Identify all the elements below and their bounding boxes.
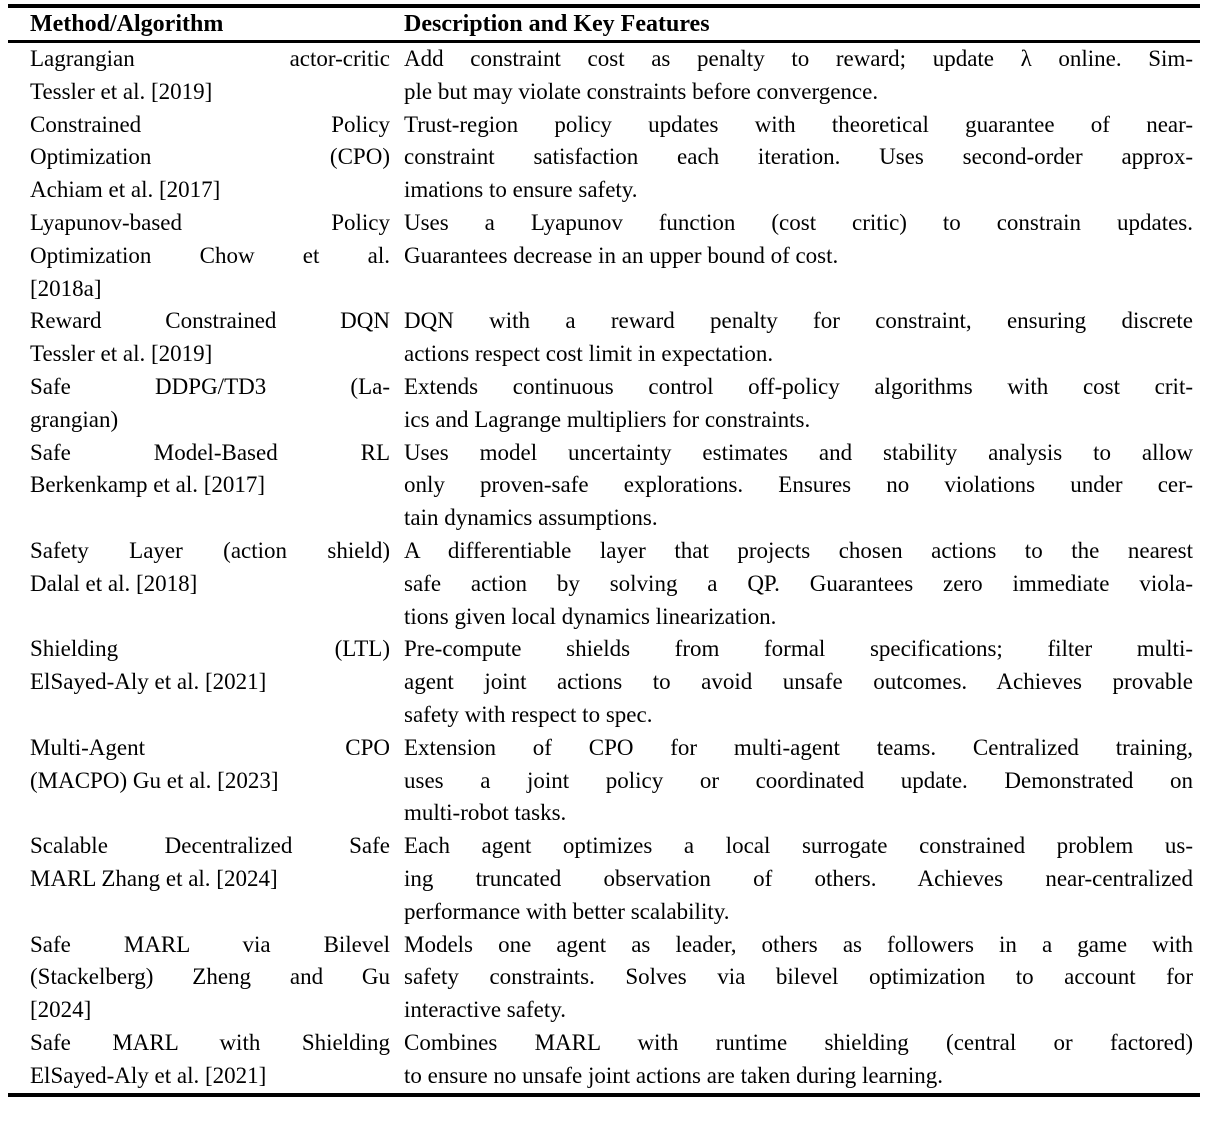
description-cell (404, 633, 1193, 731)
text-line: Optimization (CPO) (30, 144, 390, 170)
text-line: Tessler et al. [2019] (30, 78, 213, 104)
text-line: [2018a] (30, 275, 102, 301)
table-row (8, 109, 1200, 207)
text-line: tain dynamics assumptions. (404, 505, 658, 531)
table-row (8, 1027, 1200, 1093)
text-line: ing truncated observation of others. Achieves near-centralized (404, 865, 1193, 891)
text-line: Combines MARL with runtime shielding (central or factored) (404, 1029, 1193, 1055)
text-line: MARL Zhang et al. [2024] (30, 865, 278, 891)
text-line: Trust-region policy updates with theoretical guarantee of near- (404, 111, 1193, 137)
text-line: Uses model uncertainty estimates and stability analysis to allow (404, 439, 1193, 465)
text-line: Safety Layer (action shield) (30, 537, 390, 563)
method-cell (30, 437, 390, 535)
methods-table (8, 4, 1200, 1097)
table-row (8, 207, 1200, 305)
method-cell (30, 929, 390, 1027)
method-cell (30, 830, 390, 928)
text-line: performance with better scalability. (404, 898, 730, 924)
text-line: safe action by solving a QP. Guarantees zero immediate viola- (404, 570, 1193, 596)
text-line: Each agent optimizes a local surrogate constrained problem us- (404, 833, 1193, 859)
text-line: grangian) (30, 406, 119, 432)
text-line: Lyapunov-based Policy (30, 209, 390, 235)
table-row (8, 535, 1200, 633)
table-row (8, 437, 1200, 535)
column-header-method: Method/Algorithm (30, 11, 224, 37)
method-cell (30, 1027, 390, 1093)
text-line: only proven-safe explorations. Ensures no violations under cer- (404, 472, 1193, 498)
description-cell (404, 732, 1193, 830)
text-line: multi-robot tasks. (404, 800, 567, 826)
text-line: Optimization Chow et al. (30, 242, 390, 268)
text-line: (Stackelberg) Zheng and Gu (30, 964, 390, 990)
description-cell (404, 305, 1193, 371)
method-cell (30, 732, 390, 830)
text-line: tions given local dynamics linearization. (404, 603, 777, 629)
description-cell (404, 830, 1193, 928)
text-line: Reward Constrained DQN (30, 308, 390, 334)
text-line: Multi-Agent CPO (30, 734, 390, 760)
text-line: Add constraint cost as penalty to reward; update λ online. Sim- (404, 46, 1193, 71)
text-line: agent joint actions to avoid unsafe outcomes. Achieves provable (404, 669, 1193, 695)
table-row (8, 305, 1200, 371)
method-cell (30, 371, 390, 437)
bottom-rule (8, 1093, 1200, 1097)
text-line: Achiam et al. [2017] (30, 177, 221, 203)
table-row (8, 43, 1200, 109)
text-line: ics and Lagrange multipliers for constraints. (404, 406, 811, 432)
text-line: Pre-compute shields from formal specifications; filter multi- (404, 636, 1193, 662)
text-line: Safe Model-Based RL (30, 439, 390, 465)
text-line: Models one agent as leader, others as followers in a game with (404, 931, 1193, 957)
text-line: DQN with a reward penalty for constraint, ensuring discrete (404, 308, 1193, 334)
method-cell (30, 109, 390, 207)
text-line: Extends continuous control off-policy algorithms with cost crit- (404, 373, 1193, 399)
table-header-row (8, 8, 1200, 40)
text-line: ElSayed-Aly et al. [2021] (30, 669, 267, 695)
method-cell (30, 305, 390, 371)
text-line: (MACPO) Gu et al. [2023] (30, 767, 279, 793)
text-line: Berkenkamp et al. [2017] (30, 472, 266, 498)
description-cell (404, 207, 1193, 305)
description-cell (404, 535, 1193, 633)
table-row (8, 371, 1200, 437)
table-row (8, 929, 1200, 1027)
text-line: constraint satisfaction each iteration. Uses second-order approx- (404, 144, 1193, 170)
description-cell (404, 437, 1193, 535)
text-line: uses a joint policy or coordinated update. Demonstrated on (404, 767, 1193, 793)
text-line: Uses a Lyapunov function (cost critic) to constrain updates. (404, 209, 1193, 235)
text-line: Dalal et al. [2018] (30, 570, 198, 596)
method-cell (30, 43, 390, 109)
text-line: Lagrangian actor-critic (30, 46, 390, 71)
table-row (8, 830, 1200, 928)
table-row (8, 633, 1200, 731)
text-line: imations to ensure safety. (404, 177, 638, 203)
description-cell (404, 43, 1193, 109)
text-line: ple but may violate constraints before convergence. (404, 78, 879, 104)
text-line: [2024] (30, 997, 92, 1023)
method-cell (30, 633, 390, 731)
description-cell (404, 371, 1193, 437)
method-cell (30, 207, 390, 305)
description-cell (404, 1027, 1193, 1093)
text-line: Safe MARL via Bilevel (30, 931, 390, 957)
text-line: Guarantees decrease in an upper bound of cost. (404, 242, 839, 268)
text-line: Scalable Decentralized Safe (30, 833, 390, 859)
method-cell (30, 535, 390, 633)
text-line: safety constraints. Solves via bilevel optimization to account for (404, 964, 1193, 990)
text-line: safety with respect to spec. (404, 701, 653, 727)
table-body (8, 43, 1200, 1093)
text-line: interactive safety. (404, 997, 566, 1023)
table-row (8, 732, 1200, 830)
description-cell (404, 109, 1193, 207)
text-line: to ensure no unsafe joint actions are taken during learning. (404, 1062, 944, 1088)
text-line: Safe DDPG/TD3 (La- (30, 373, 390, 399)
text-line: Extension of CPO for multi-agent teams. Centralized training, (404, 734, 1193, 760)
text-line: Tessler et al. [2019] (30, 341, 213, 367)
text-line: Constrained Policy (30, 111, 390, 137)
text-line: ElSayed-Aly et al. [2021] (30, 1062, 267, 1088)
text-line: A differentiable layer that projects chosen actions to the nearest (404, 537, 1193, 563)
column-header-description: Description and Key Features (404, 11, 710, 37)
text-line: Safe MARL with Shielding (30, 1029, 390, 1055)
description-cell (404, 929, 1193, 1027)
text-line: actions respect cost limit in expectation. (404, 341, 774, 367)
text-line: Shielding (LTL) (30, 636, 390, 662)
